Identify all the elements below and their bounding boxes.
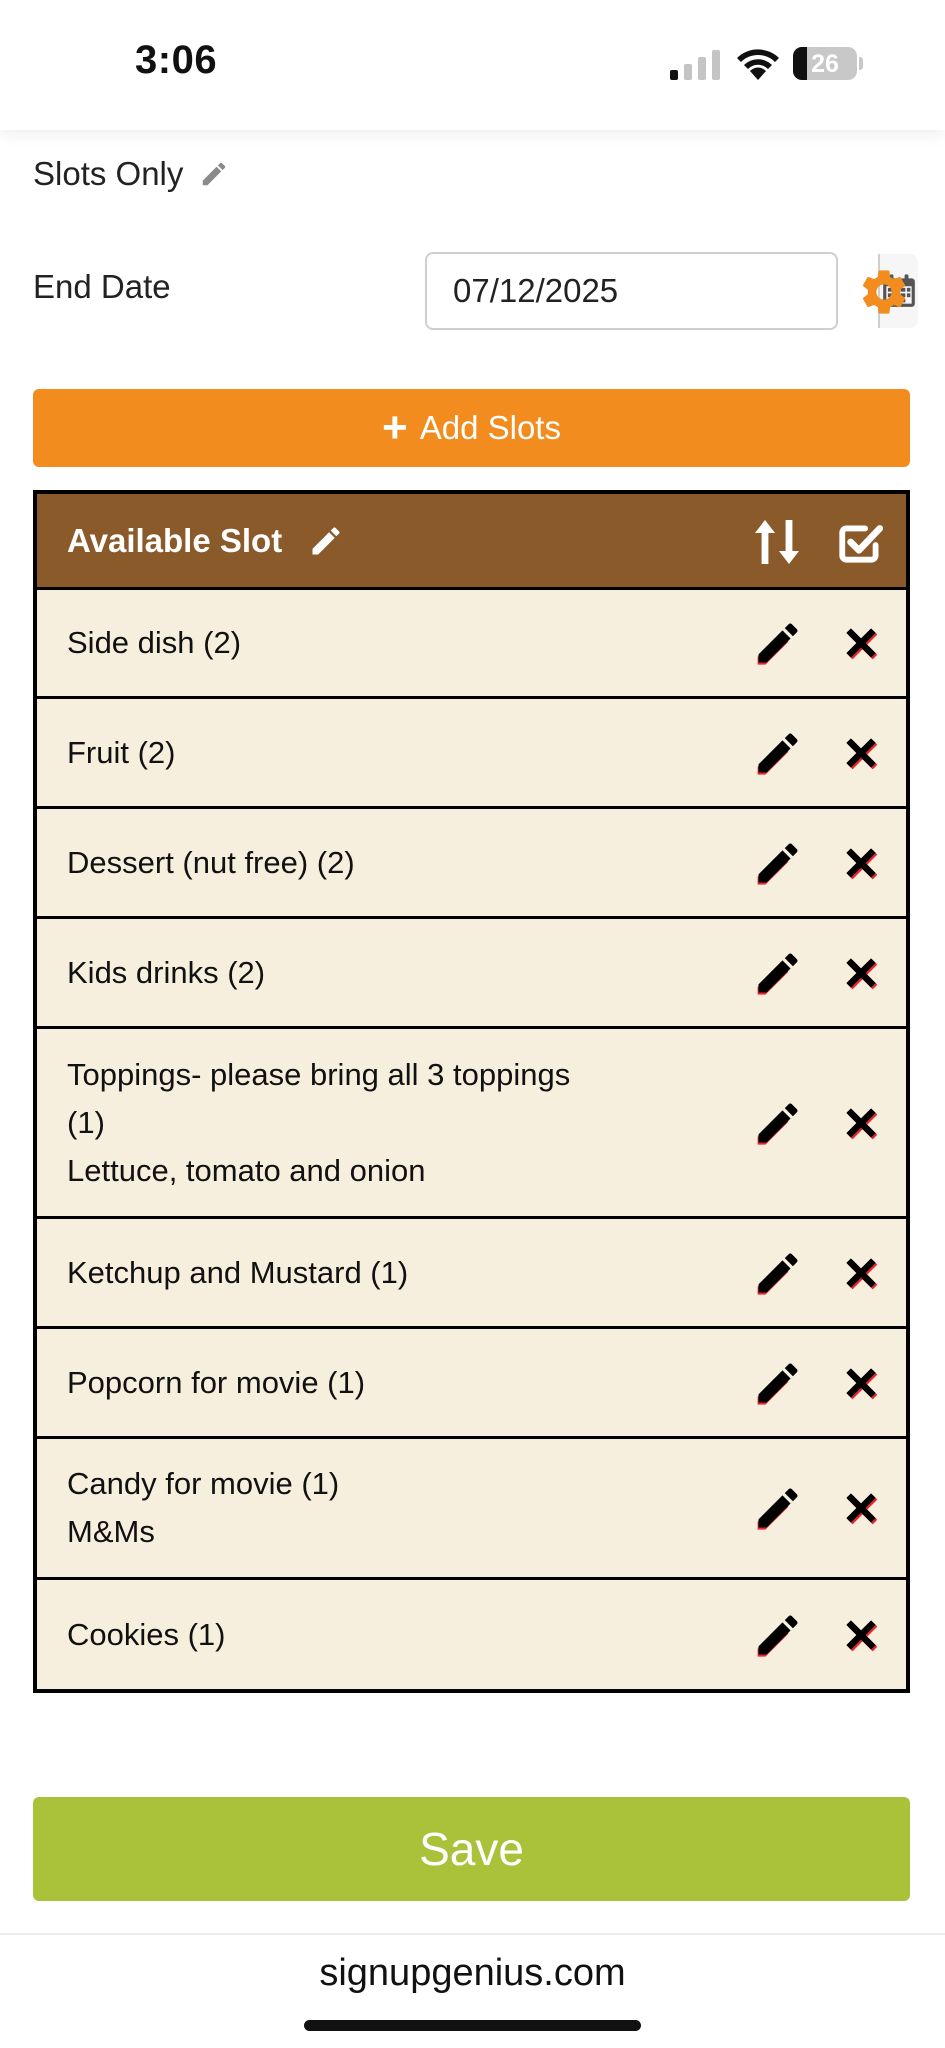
pencil-icon[interactable] [752, 617, 804, 669]
table-header-title: Available Slot [67, 521, 283, 559]
pencil-icon[interactable] [752, 727, 804, 779]
x-icon[interactable] [839, 1251, 883, 1295]
end-date-input[interactable] [427, 254, 878, 328]
pencil-icon[interactable] [199, 159, 229, 189]
table-row [37, 699, 906, 809]
url-domain[interactable]: signupgenius.com [319, 1952, 626, 1994]
table-header [37, 494, 906, 590]
x-icon[interactable] [839, 1613, 883, 1657]
slot-label: Cookies (1) [67, 1616, 226, 1652]
pencil-icon[interactable] [752, 1247, 804, 1299]
cellular-signal-icon [670, 50, 722, 80]
battery-tip [859, 57, 863, 70]
add-slots-button[interactable] [33, 389, 910, 467]
home-indicator[interactable] [304, 2020, 641, 2031]
table-row [37, 919, 906, 1029]
slot-label: Popcorn for movie (1) [67, 1364, 366, 1400]
status-time: 3:06 [135, 38, 218, 82]
slot-label: Fruit (2) [67, 734, 176, 770]
slot-label: Kids drinks (2) [67, 954, 266, 990]
table-row [37, 1219, 906, 1329]
slots-only-label: Slots Only [33, 155, 184, 192]
pencil-icon[interactable] [752, 947, 804, 999]
battery-icon [793, 47, 857, 80]
x-icon[interactable] [839, 731, 883, 775]
end-date-label: End Date [33, 268, 171, 305]
x-icon[interactable] [839, 841, 883, 885]
pencil-icon[interactable] [752, 1609, 804, 1661]
end-date-field[interactable] [425, 252, 838, 330]
x-icon[interactable] [839, 1486, 883, 1530]
slot-label: Candy for movie (1) M&Ms [67, 1466, 340, 1549]
x-icon[interactable] [839, 621, 883, 665]
pencil-icon[interactable] [308, 523, 344, 559]
gear-icon[interactable] [858, 266, 910, 318]
plus-icon: + [382, 403, 408, 452]
save-button[interactable]: Save [33, 1797, 910, 1901]
footer-divider [0, 1933, 945, 1935]
pencil-icon[interactable] [752, 1357, 804, 1409]
battery-level: 26 [811, 50, 839, 78]
status-bar [0, 0, 945, 130]
slot-label: Toppings- please bring all 3 toppings (1) Lettuce, tomato and onion [67, 1056, 571, 1188]
checkbox-icon[interactable] [836, 518, 886, 568]
slot-label: Side dish (2) [67, 625, 242, 660]
x-icon[interactable] [839, 1361, 883, 1405]
wifi-icon [736, 46, 780, 80]
slot-label: Ketchup and Mustard (1) [67, 1254, 409, 1290]
add-slots-label: Add Slots [419, 409, 561, 446]
pencil-icon[interactable] [752, 1097, 804, 1149]
slot-label: Dessert (nut free) (2) [67, 844, 355, 880]
table-row [37, 1029, 906, 1219]
x-icon[interactable] [839, 951, 883, 995]
pencil-icon[interactable] [752, 1482, 804, 1534]
table-row [37, 1580, 906, 1689]
table-row [37, 1329, 906, 1439]
pencil-icon[interactable] [752, 837, 804, 889]
table-row [37, 590, 906, 699]
sort-icon[interactable] [753, 516, 801, 568]
x-icon[interactable] [839, 1101, 883, 1145]
table-row [37, 1439, 906, 1580]
table-row [37, 809, 906, 919]
slots-table [33, 490, 910, 1693]
slots-only-setting[interactable] [33, 155, 229, 193]
